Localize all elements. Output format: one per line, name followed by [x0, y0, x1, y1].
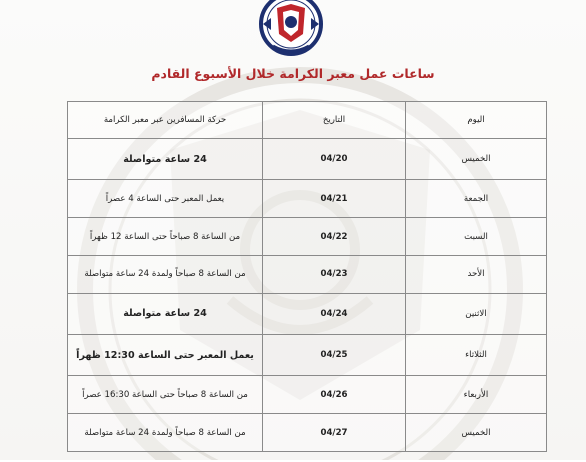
date-cell: 04/20: [263, 139, 406, 180]
movement-cell: 24 ساعة متواصلة: [68, 293, 263, 334]
table-row: [68, 180, 547, 218]
date-cell: 04/27: [263, 414, 406, 452]
header-day: اليوم: [406, 102, 547, 139]
day-cell: الخميس: [406, 414, 547, 452]
header-movement: حركة المسافرين عبر معبر الكرامة: [68, 102, 263, 139]
table-header-row: [68, 102, 547, 139]
date-cell: 04/25: [263, 335, 406, 376]
page-title: ساعات عمل معبر الكرامة خلال الأسبوع القادم: [151, 66, 435, 81]
day-cell: الجمعة: [406, 180, 547, 218]
date-cell: 04/22: [263, 218, 406, 256]
date-cell: 04/21: [263, 180, 406, 218]
day-cell: الثلاثاء: [406, 335, 547, 376]
day-cell: الخميس: [406, 139, 547, 180]
date-cell: 04/24: [263, 293, 406, 334]
movement-cell: من الساعة 8 صباحاً حتى الساعة 16:30 عصراً: [68, 376, 263, 414]
header-date: التاريخ: [263, 102, 406, 139]
movement-cell: 24 ساعة متواصلة: [68, 139, 263, 180]
day-cell: الأحد: [406, 255, 547, 293]
date-cell: 04/23: [263, 255, 406, 293]
day-cell: الاثنين: [406, 293, 547, 334]
table-row: [68, 139, 547, 180]
day-cell: السبت: [406, 218, 547, 256]
table-row: [68, 414, 547, 452]
table-row: [68, 376, 547, 414]
table-row: [68, 218, 547, 256]
movement-cell: يعمل المعبر حتى الساعة 4 عصراً: [68, 180, 263, 218]
table-row: [68, 335, 547, 376]
movement-cell: من الساعة 8 صباحاً ولمدة 24 ساعة متواصلة: [68, 255, 263, 293]
day-cell: الأربعاء: [406, 376, 547, 414]
movement-cell: من الساعة 8 صباحاً ولمدة 24 ساعة متواصلة: [68, 414, 263, 452]
date-cell: 04/26: [263, 376, 406, 414]
movement-cell: من الساعة 8 صباحاً حتى الساعة 12 ظهراً: [68, 218, 263, 256]
table-row: [68, 293, 547, 334]
police-emblem-logo: [255, 0, 327, 60]
movement-cell: يعمل المعبر حتى الساعة 12:30 ظهراً: [68, 335, 263, 376]
table-row: [68, 255, 547, 293]
crossing-schedule-table: [67, 101, 547, 452]
